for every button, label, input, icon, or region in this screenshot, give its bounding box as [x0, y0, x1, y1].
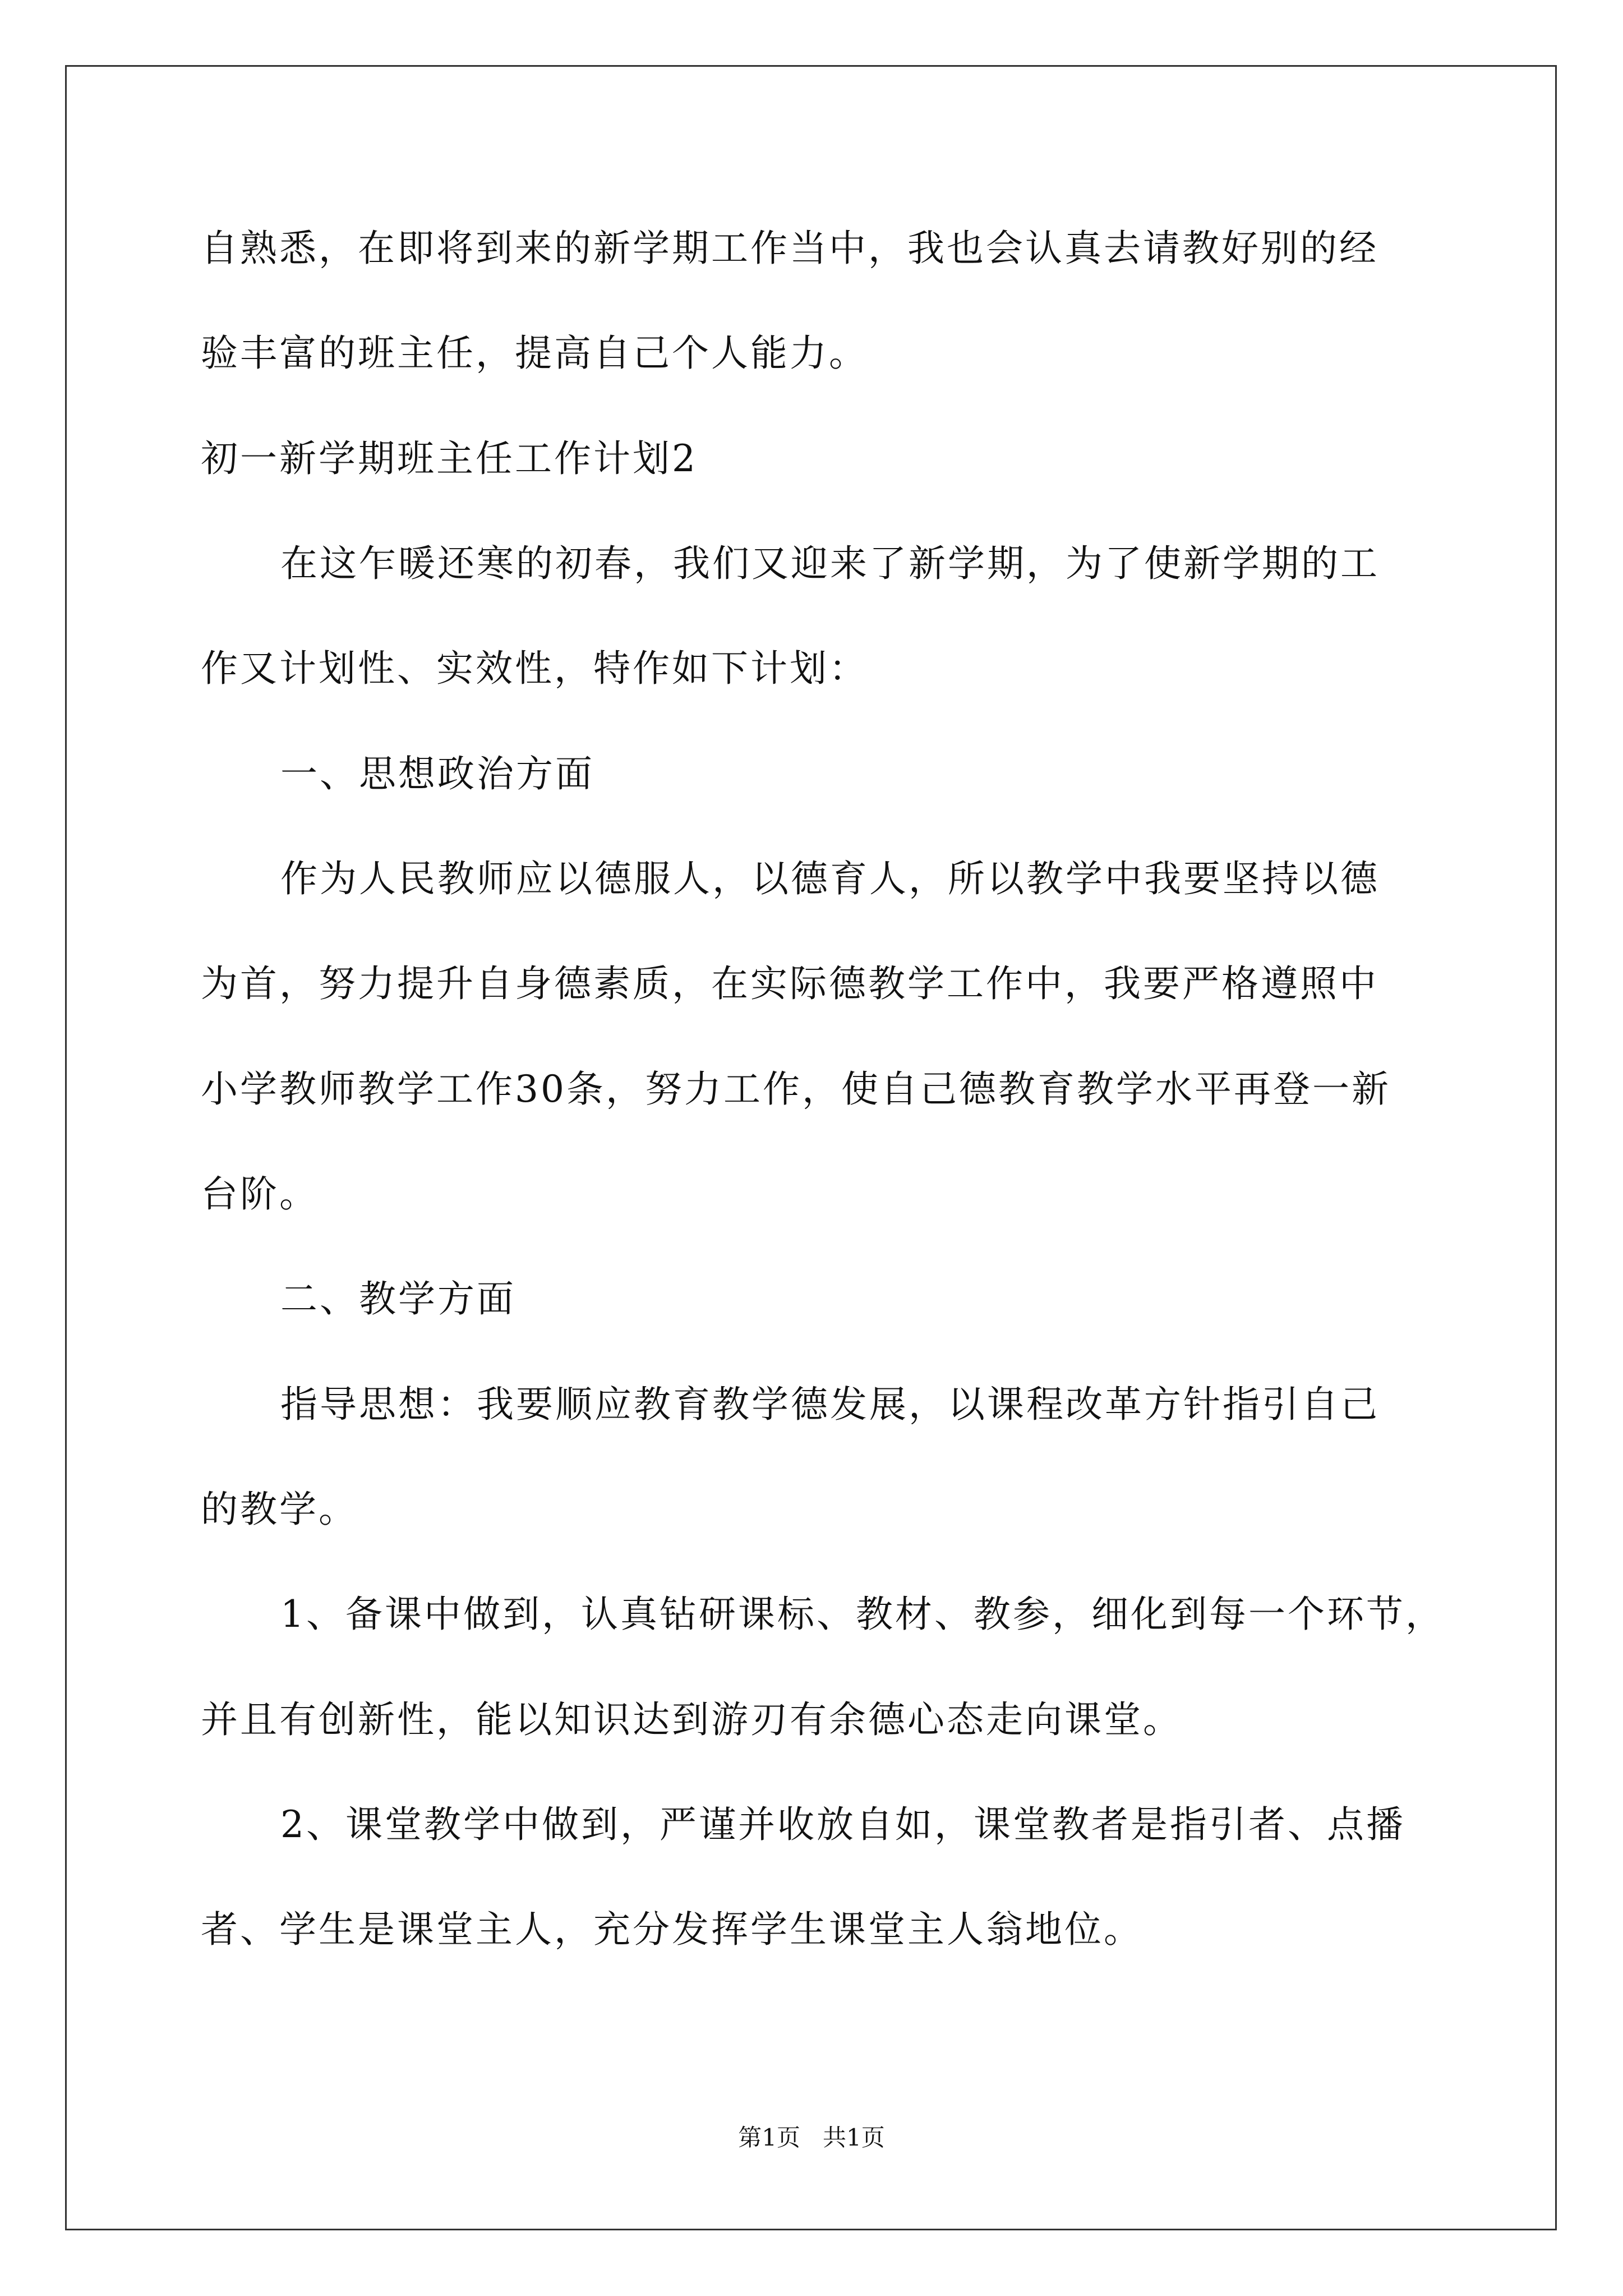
page-number-footer: 第1页 共1页	[738, 2124, 885, 2151]
body-text-line: 2、课堂教学中做到，严谨并收放自如，课堂教者是指引者、点播	[280, 1803, 1405, 1846]
body-text-line: 为首，努力提升自身德素质，在实际德教学工作中，我要严格遵照中	[201, 962, 1378, 1005]
body-text-line: 指导思想：我要顺应教育教学德发展，以课程改革方针指引自己	[280, 1383, 1380, 1426]
body-text-line: 者、学生是课堂主人，充分发挥学生课堂主人翁地位。	[201, 1908, 1143, 1951]
body-text-line: 自熟悉，在即将到来的新学期工作当中，我也会认真去请教好别的经	[201, 227, 1378, 270]
body-text-line: 在这乍暖还寒的初春，我们又迎来了新学期，为了使新学期的工	[280, 542, 1380, 585]
section-heading: 一、思想政治方面	[280, 752, 594, 795]
body-text-line: 作又计划性、实效性，特作如下计划：	[201, 647, 868, 690]
body-text-line: 小学教师教学工作30条，努力工作，使自己德教育教学水平再登一新	[201, 1068, 1391, 1111]
body-text-line: 台阶。	[201, 1172, 319, 1216]
body-text-line: 的教学。	[201, 1488, 358, 1531]
page-border	[65, 65, 1557, 2230]
body-text-line: 1、备课中做到，认真钻研课标、教材、教参，细化到每一个环节，	[280, 1593, 1445, 1636]
section-heading: 二、教学方面	[280, 1277, 516, 1320]
section-title: 初一新学期班主任工作计划2	[201, 437, 698, 480]
body-text-line: 验丰富的班主任，提高自己个人能力。	[201, 332, 868, 375]
body-text-line: 作为人民教师应以德服人，以德育人，所以教学中我要坚持以德	[280, 857, 1380, 900]
body-text-line: 并且有创新性，能以知识达到游刃有余德心态走向课堂。	[201, 1698, 1182, 1741]
